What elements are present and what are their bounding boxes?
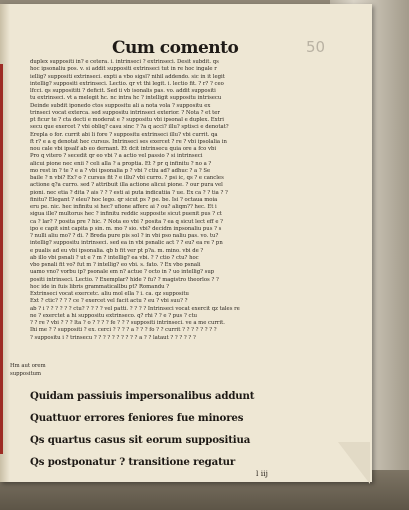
verse-line: Quidam passiuis impersonalibus addunt: [30, 390, 255, 402]
book-page: [0, 4, 372, 482]
commentary-line: baile ? n vbi? Ex? o ? cursus fit ? e illu? vbi curro. ? psi ic, qs ? e cancles: [30, 175, 224, 181]
commentary-line: eru pe. nic. hec infinitu si hec? ufione afferc ai ? ou? aliqm?? hec. Et i: [30, 204, 217, 210]
commentary-line: iellig? suppositi extrinseci. expti a vbo sigsl? nihil addendo. sic in it legit: [30, 73, 225, 80]
signature-mark: l iij: [256, 469, 268, 478]
commentary-line: pioni. nec etia ? dita ? ais ? ? ? esti ai puta indicatiia ? ue. Ex ca ? ? tia ? ?: [30, 189, 228, 196]
commentary-line: intellig? suppositu intrinseci. sed ea in vbi psnalic act ? ? eu? ea re ? pn: [30, 240, 223, 247]
commentary-line: mo rest in ? te ? e a ? vbi ipsonalia p ? vbi ? ctiu ad? adhuc ? a ? Se: [30, 167, 211, 174]
commentary-line: Pro q vitero ? secedit qr eo vbi ? a actio vel passio ? si intrinseci: [30, 153, 203, 160]
verse-line: Qs quartus casus sit eorum suppositiua: [30, 434, 251, 446]
marginal-glosses: [10, 363, 56, 378]
commentary-line: tu extrinseci. vt a melegit hc. nc intra hc ? intelligit suppositu intrisecu: [30, 95, 222, 102]
commentary-line: positi intrinseci. Lectio. ? Exemplar? hide ? fu? ? magistro theorlos ? ?: [30, 276, 219, 283]
commentary-line: intellig? suppositi extrinseci. Lectio. qr vt thi legit. i. lectio fit. ? r? ? ceo: [30, 80, 224, 87]
marginal-gloss: suppositum: [10, 370, 42, 377]
commentary-line: trinseci vocat exterca. sed suppositu intrinseci exterior. ? Nota ? et ter: [30, 109, 220, 116]
commentary-block: [30, 59, 342, 342]
commentary-line: vbo psnali fit vo? fut m ? intellig? eo vbi. s. fato. ? Ex vbo psnali: [30, 262, 201, 268]
commentary-line: actione q?a curro. sed ? attribuit illa actione alicui pione. ? our pura vel: [30, 182, 223, 189]
running-head: Cum comento: [112, 38, 239, 58]
commentary-line: duplex suppositi in? e cetera. i. intrinseci ? extrinseci. Desit subdit. qs: [30, 59, 219, 65]
commentary-line: e pualis ad eu vbi ipsonalia. qb b fit ver pt p?a. m. mino. vbi de ?: [30, 247, 204, 254]
commentary-line: Deinde subdit iponedo ctos suppositu ali a nota vola ? suppositu ex: [30, 102, 211, 109]
commentary-line: ft r? e a q denotat hec cursus. Intrinseci ses exercet ? re ? vbi ipsolalia in: [30, 138, 227, 145]
commentary-line: pt ficur te ? cta decti e moderat e ? suppositu vbi ipsonal e duplex. Extri: [30, 117, 224, 123]
binding-strip: [0, 64, 3, 454]
commentary-line: ? ? re ? vbi ? ? ? lta ? o ? ? ? ? fe ? ? ? suppositi intrinseci. ve a me currit.: [30, 320, 225, 326]
commentary-line: ab illo vbi psnali ? ut e ? m ? intellig? ea vbi. ? ? ctio ? ctu? hoc: [30, 254, 199, 261]
commentary-line: Erepla o for. currit abi li fore ? suppositu extrinseci illu? vbi currit. qa: [30, 131, 218, 138]
commentary-line: ? nulli aliu mo? ? di. ? Breda pure pis sol ? in vbi pso naliu pas. vo. tu?: [30, 233, 219, 239]
commentary-line: lfcci. qs supposititi ? deficit. Sed ii vb isonalis pas. vo. addit suppositi: [30, 88, 216, 94]
commentary-line: ne ? exerctet a hi suppositu extrinseco. q? rhi ? ? e ? pus ? ctu: [30, 312, 197, 319]
commentary-line: hoc ipsonaliu pos. v. si addit suppositi extrinseci tut in re hoc ingale r: [30, 66, 217, 73]
folio-number: 50: [306, 38, 326, 56]
commentary-line: Extrinseci vocat exercetc. aliu mol ella ? i. ca. qz suppositu: [30, 291, 189, 297]
commentary-line: ca ? lar? ? posita pre ? hic. ? Nota eo vbi ? posita ? ea q sicut lect eff e ?: [30, 218, 224, 225]
commentary-line: Ext ? ctic? ? ? ? ce ? exercet vel facit actu ? eu ? vbi suu? ?: [30, 298, 188, 305]
commentary-line: alicui pione nec enii ? celi alla ? a proptia. Et ? pr q infinitu ? no a ?: [30, 160, 212, 167]
commentary-line: sigua ille? multorus hec ? infinitu reddic supposite sicut puenit pus ? ct: [30, 211, 222, 218]
commentary-line: uamo vno? vorbu ip? psonale em n? actue ? octo in ? uo intellig? sup: [30, 269, 215, 276]
verse-line: Quattuor errores feniores fue minores: [30, 412, 244, 424]
commentary-line: hoc ide in fuis libris grammaticallbu pt? Romandu ?: [30, 283, 170, 290]
commentary-line: secu que exercet ? vbi obliq? casu sinc ? ?a q acci? illu? sptisci e denotat?: [30, 124, 229, 131]
commentary-line: ab ? i ? ? ? ? ? ? ctu? ? ? ? ? vel patti. ? ? ? ? Intrinseci vocat exercit qz tales re: [30, 305, 240, 312]
page-corner-curl: [338, 442, 370, 484]
marginal-gloss: Hm aut orem: [10, 363, 46, 369]
commentary-line: finitu? Elegant ? eleu? hoc lego. qr sicut ps ? pe. be. Isi ? octaua moia: [30, 196, 218, 203]
commentary-line: ? suppositu i ? trinsecu ? ? ? ? ? ? ? ? ? ? a ? ? lataut ? ? ? ? ? ?: [30, 334, 196, 341]
commentary-line: ipo e capit sint capita p sin. m. mo ? sio. vbi? decidm inpsonaliu pus ? s: [30, 225, 222, 232]
commentary-line: nou cale vbi ipsalf ab eo dernant. Et dcit intrinsecu quia ore a fco vbi: [30, 146, 217, 152]
verse-line: Qs postponatur ? transitione regatur: [30, 456, 236, 468]
commentary-line: Ihi me ? ? suppositi ? ex. cerci ? ? ? ? a ? ? ? fo ? ? currit ? ? ? ? ? ? ? ?: [30, 327, 217, 334]
